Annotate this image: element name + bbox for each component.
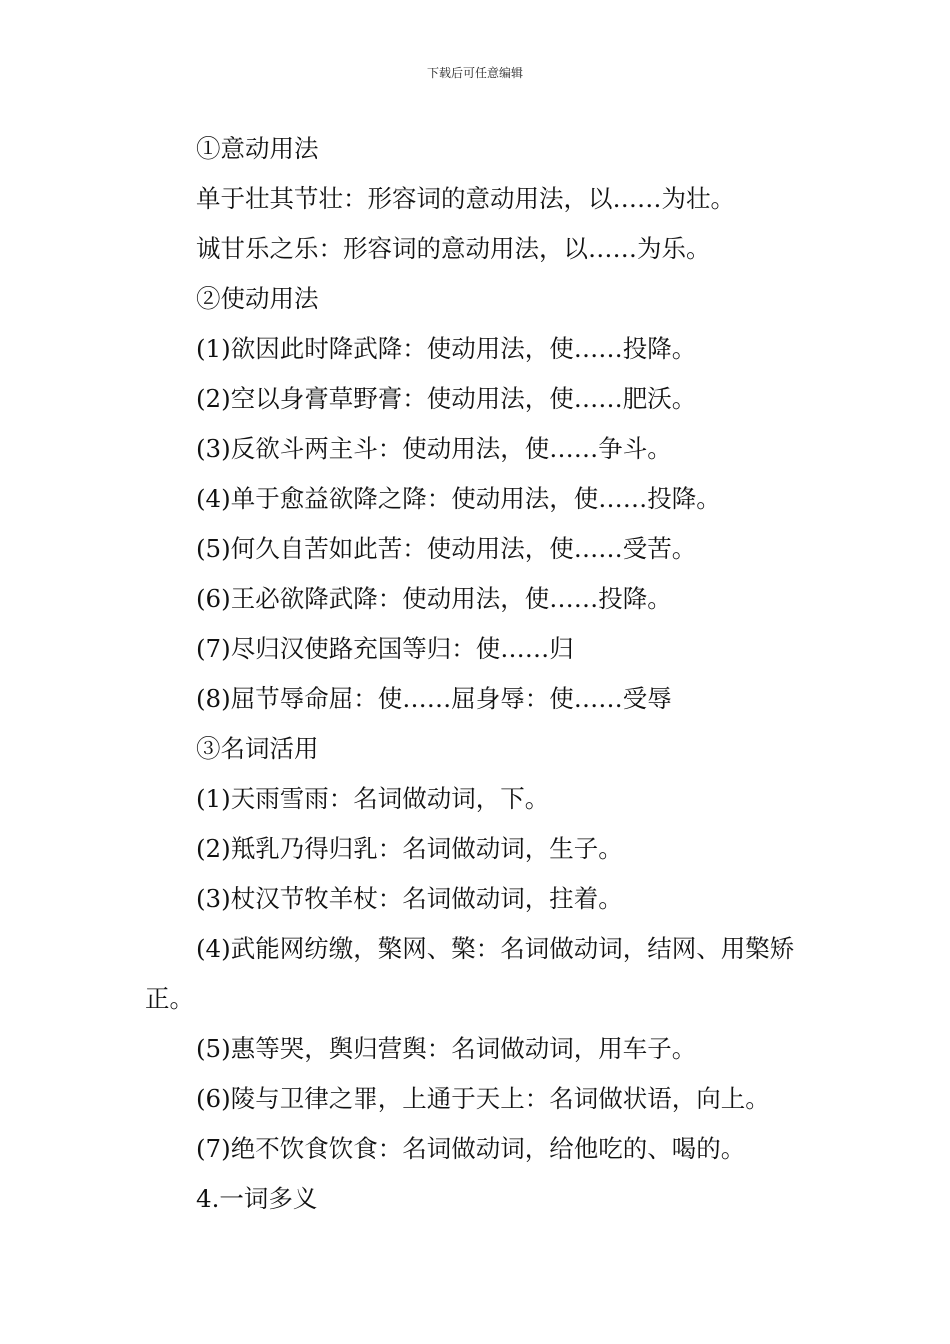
paragraph-line: (8)屈节辱命屈：使……屈身辱：使……受辱: [196, 684, 672, 713]
paragraph-line: (5)惠等哭，舆归营舆：名词做动词，用车子。: [196, 1034, 697, 1063]
section-heading-mingci: ③名词活用: [196, 734, 319, 763]
paragraph-line: (5)何久自苦如此苦：使动用法，使……受苦。: [196, 534, 697, 563]
paragraph-line: 单于壮其节壮：形容词的意动用法，以……为壮。: [196, 184, 735, 213]
paragraph-line: 诚甘乐之乐：形容词的意动用法，以……为乐。: [196, 234, 711, 263]
paragraph-line-wrapped: (4)武能网纺缴，檠网、檠：名词做动词，结网、用檠矫正。: [145, 934, 795, 1013]
document-body: [145, 124, 825, 1224]
paragraph-line: (2)羝乳乃得归乳：名词做动词，生子。: [196, 834, 623, 863]
paragraph-line: (7)绝不饮食饮食：名词做动词，给他吃的、喝的。: [196, 1134, 746, 1163]
paragraph-line: (4)单于愈益欲降之降：使动用法，使……投降。: [196, 484, 721, 513]
paragraph-line: (3)杖汉节牧羊杖：名词做动词，拄着。: [196, 884, 623, 913]
section-heading-yidong: ①意动用法: [196, 134, 319, 163]
page-header-note: 下载后可任意编辑: [426, 66, 523, 80]
paragraph-line: (1)天雨雪雨：名词做动词，下。: [196, 784, 550, 813]
paragraph-line: (7)尽归汉使路充国等归：使……归: [196, 634, 574, 663]
paragraph-line: (6)王必欲降武降：使动用法，使……投降。: [196, 584, 672, 613]
paragraph-line: (6)陵与卫律之罪，上通于天上：名词做状语，向上。: [196, 1084, 770, 1113]
paragraph-line: (2)空以身膏草野膏：使动用法，使……肥沃。: [196, 384, 697, 413]
paragraph-line: (1)欲因此时降武降：使动用法，使……投降。: [196, 334, 697, 363]
section-heading-shidong: ②使动用法: [196, 284, 319, 313]
paragraph-line: (3)反欲斗两主斗：使动用法，使……争斗。: [196, 434, 672, 463]
section-heading-yici-duoyi: 4.一词多义: [196, 1184, 318, 1213]
